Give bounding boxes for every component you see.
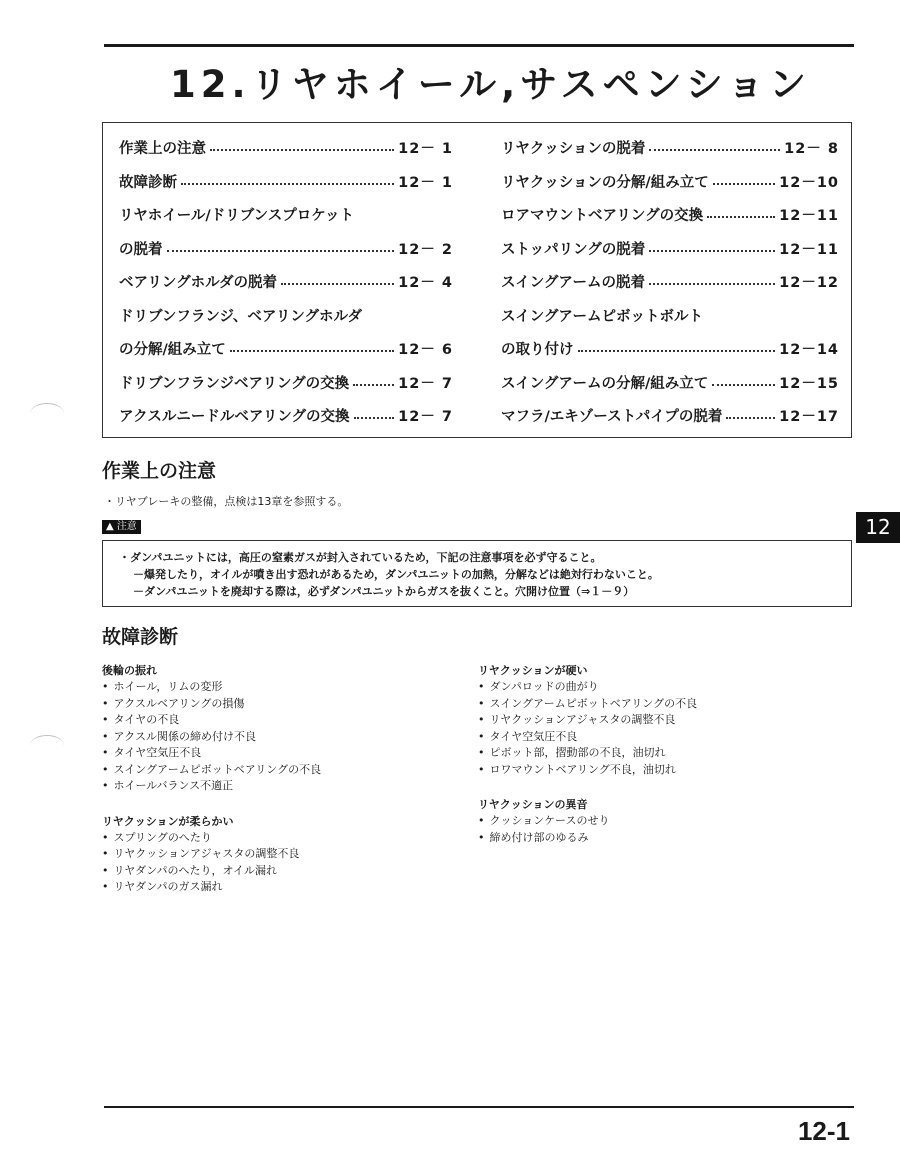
toc-leader-dots bbox=[181, 182, 394, 185]
chapter-title: 12.リヤホイール,サスペンション bbox=[170, 63, 811, 106]
toc-entry-page: 12－ 1 bbox=[398, 174, 453, 191]
toc-entry bbox=[501, 366, 839, 400]
toc-leader-dots bbox=[649, 282, 775, 285]
binding-hole-mark bbox=[30, 735, 64, 756]
page-number: 12-1 bbox=[797, 1116, 850, 1146]
troubleshooting-left-column bbox=[102, 662, 442, 914]
toc-entry bbox=[501, 131, 839, 165]
toc-entry bbox=[119, 232, 453, 266]
toc-entry bbox=[119, 299, 453, 333]
toc-entry-title: マフラ/エキゾーストパイプの脱着 bbox=[501, 409, 723, 426]
toc-entry bbox=[501, 265, 839, 299]
toc-entry bbox=[119, 198, 453, 232]
toc-entry bbox=[119, 131, 453, 165]
toc-left-column bbox=[119, 131, 453, 433]
cause-item: • ホイールバランス不適正 bbox=[102, 778, 442, 795]
toc-entry bbox=[501, 165, 839, 199]
toc-leader-dots bbox=[578, 349, 776, 352]
toc-entry bbox=[119, 165, 453, 199]
toc-entry-title: スイングアームの分解/組み立て bbox=[501, 375, 709, 392]
toc-entry-title: の取り付け bbox=[501, 342, 574, 359]
toc-entry-page: 12－15 bbox=[779, 375, 839, 392]
toc-entry-page: 12－10 bbox=[779, 174, 839, 191]
toc-entry bbox=[501, 299, 839, 333]
symptom-title: リヤクッションが硬い bbox=[478, 664, 588, 677]
toc-entry-title: アクスルニードルベアリングの交換 bbox=[119, 409, 350, 426]
symptom-title: リヤクッションの異音 bbox=[478, 798, 588, 811]
toc-entry bbox=[501, 198, 839, 232]
toc-entry-title: 作業上の注意 bbox=[119, 141, 206, 158]
toc-entry-title: リヤホイール/ドリブンスプロケット bbox=[119, 208, 354, 225]
symptom-group bbox=[102, 662, 442, 795]
toc-leader-dots bbox=[353, 383, 394, 386]
cause-item: • アクスル関係の締め付け不良 bbox=[102, 729, 442, 746]
cause-item: • ピボット部，摺動部の不良，油切れ bbox=[478, 745, 838, 762]
toc-entry-page: 12－ 7 bbox=[398, 375, 453, 392]
caution-line: ・ダンパユニットには，高圧の窒素ガスが封入されているため，下記の注意事項を必ず守ること。 bbox=[119, 551, 602, 564]
cause-item: • タイヤ空気圧不良 bbox=[102, 745, 442, 762]
toc-entry-page: 12－11 bbox=[779, 208, 839, 225]
toc-leader-dots bbox=[713, 182, 775, 185]
cause-item: • リヤダンパのへたり，オイル漏れ bbox=[102, 863, 442, 880]
toc-entry-title: スイングアームピボットボルト bbox=[501, 308, 703, 325]
toc-entry-page: 12－17 bbox=[779, 409, 839, 426]
caution-line: －爆発したり，オイルが噴き出す恐れがあるため，ダンパユニットの加熱，分解などは絶対行わないこと。 bbox=[133, 568, 659, 581]
toc-entry-title: ドリブンフランジ、ベアリングホルダ bbox=[119, 308, 362, 325]
troubleshooting-right-column bbox=[478, 662, 838, 864]
toc-entry bbox=[501, 332, 839, 366]
toc-entry bbox=[119, 332, 453, 366]
toc-leader-dots bbox=[354, 416, 395, 419]
toc-entry-page: 12－ 7 bbox=[398, 409, 453, 426]
toc-entry-title: の脱着 bbox=[119, 241, 163, 258]
warning-icon: ▲ bbox=[106, 521, 114, 532]
toc-right-column bbox=[501, 131, 839, 433]
toc-entry-page: 12－14 bbox=[779, 342, 839, 359]
cause-item: • スイングアームピボットベアリングの不良 bbox=[102, 762, 442, 779]
precaution-note: ・リヤブレーキの整備，点検は13章を参照する。 bbox=[104, 495, 349, 508]
troubleshooting-heading: 故障診断 bbox=[102, 626, 179, 648]
toc-entry-title: リヤクッションの脱着 bbox=[501, 141, 646, 158]
toc-entry-title: ロアマウントベアリングの交換 bbox=[501, 208, 704, 225]
toc-entry-title: の分解/組み立て bbox=[119, 342, 226, 359]
toc-leader-dots bbox=[649, 148, 780, 151]
toc-entry bbox=[501, 232, 839, 266]
toc-leader-dots bbox=[281, 282, 394, 285]
toc-leader-dots bbox=[167, 249, 395, 252]
symptom-group bbox=[478, 662, 838, 778]
toc-entry-page: 12－ 2 bbox=[398, 241, 453, 258]
cause-item: • スプリングのへたり bbox=[102, 830, 442, 847]
cause-item: • アクスルベアリングの損傷 bbox=[102, 696, 442, 713]
toc-entry-title: リヤクッションの分解/組み立て bbox=[501, 174, 709, 191]
caution-label-text: 注意 bbox=[116, 521, 137, 532]
toc-entry-page: 12－11 bbox=[779, 241, 839, 258]
caution-label bbox=[102, 520, 141, 534]
cause-item: • クッションケースのせり bbox=[478, 813, 838, 830]
cause-item: • タイヤの不良 bbox=[102, 712, 442, 729]
toc-leader-dots bbox=[726, 416, 775, 419]
cause-item: • スイングアームピボットベアリングの不良 bbox=[478, 696, 838, 713]
binding-hole-mark bbox=[30, 403, 64, 424]
toc-entry-page: 12－ 4 bbox=[398, 275, 453, 292]
toc-leader-dots bbox=[230, 349, 394, 352]
cause-item: • タイヤ空気圧不良 bbox=[478, 729, 838, 746]
toc-entry-title: 故障診断 bbox=[119, 174, 177, 191]
cause-item: • リヤクッションアジャスタの調整不良 bbox=[102, 846, 442, 863]
toc-leader-dots bbox=[707, 215, 775, 218]
table-of-contents bbox=[102, 122, 852, 438]
symptom-title: 後輪の振れ bbox=[102, 664, 157, 677]
cause-item: • ダンパロッドの曲がり bbox=[478, 679, 838, 696]
toc-entry bbox=[501, 399, 839, 433]
header-rule bbox=[104, 44, 854, 47]
cause-item: • リヤクッションアジャスタの調整不良 bbox=[478, 712, 838, 729]
toc-entry bbox=[119, 366, 453, 400]
toc-entry-title: スイングアームの脱着 bbox=[501, 275, 645, 292]
toc-entry-title: ベアリングホルダの脱着 bbox=[119, 275, 278, 292]
symptom-group bbox=[478, 796, 838, 846]
toc-entry-title: ドリブンフランジベアリングの交換 bbox=[119, 375, 350, 392]
toc-entry-page: 12－ 1 bbox=[398, 141, 453, 158]
toc-entry bbox=[119, 399, 453, 433]
toc-entry-page: 12－ 8 bbox=[784, 141, 839, 158]
caution-line: －ダンパユニットを廃却する際は，必ずダンパユニットからガスを抜くこと。穴開け位置（⇒１－９） bbox=[133, 585, 635, 598]
toc-leader-dots bbox=[712, 383, 775, 386]
cause-item: • 締め付け部のゆるみ bbox=[478, 830, 838, 847]
precautions-heading: 作業上の注意 bbox=[102, 460, 217, 482]
toc-leader-dots bbox=[210, 148, 394, 151]
cause-item: • ホイール，リムの変形 bbox=[102, 679, 442, 696]
toc-entry-page: 12－ 6 bbox=[398, 342, 453, 359]
cause-item: • リヤダンパのガス漏れ bbox=[102, 879, 442, 896]
footer-rule bbox=[104, 1106, 854, 1108]
toc-entry-page: 12－12 bbox=[779, 275, 839, 292]
symptom-title: リヤクッションが柔らかい bbox=[102, 814, 234, 828]
toc-entry bbox=[119, 265, 453, 299]
chapter-tab: 12 bbox=[856, 512, 900, 543]
toc-leader-dots bbox=[649, 249, 775, 252]
symptom-group bbox=[102, 813, 442, 896]
toc-entry-title: ストッパリングの脱着 bbox=[501, 241, 646, 258]
caution-box bbox=[102, 540, 852, 607]
cause-item: • ロワマウントベアリング不良，油切れ bbox=[478, 762, 838, 779]
